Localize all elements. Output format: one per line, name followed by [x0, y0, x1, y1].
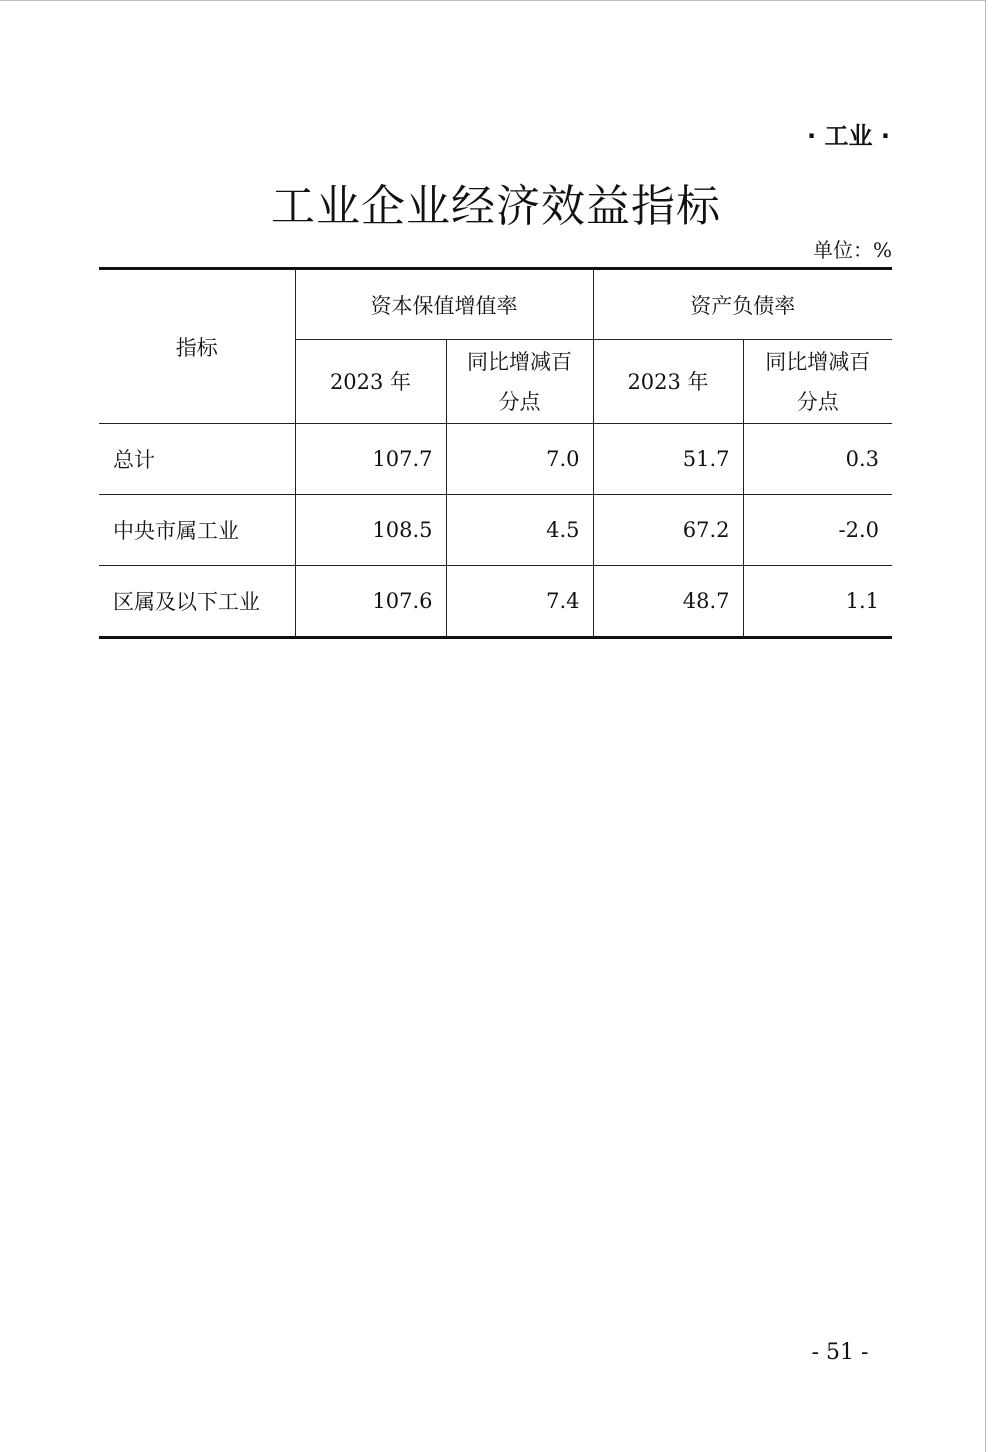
cell-value: 107.6	[295, 566, 446, 638]
cell-value: 107.7	[295, 424, 446, 495]
subheader-change-1	[446, 340, 593, 424]
subheader-year-2: 2023 年	[593, 340, 743, 424]
cell-value: 7.4	[446, 566, 593, 638]
row-label: 区属及以下工业	[99, 566, 295, 638]
cell-value: 67.2	[593, 495, 743, 566]
indicator-table	[99, 267, 892, 639]
row-label: 中央市属工业	[99, 495, 295, 566]
subheader-change-1-text: 同比增减百分点	[467, 349, 572, 414]
subheader-change-2-text: 同比增减百分点	[765, 349, 871, 414]
subheader-year-1: 2023 年	[295, 340, 446, 424]
cell-value: 48.7	[593, 566, 743, 638]
cell-value: 4.5	[446, 495, 593, 566]
cell-value: 7.0	[446, 424, 593, 495]
table-row	[99, 424, 892, 495]
subheader-change-2	[743, 340, 892, 424]
section-tag: · 工业 ·	[807, 122, 890, 150]
header-indicator: 指标	[99, 269, 295, 424]
page-number: - 51 -	[811, 1340, 869, 1365]
header-group-capital-preservation: 资本保值增值率	[295, 269, 593, 340]
table-row	[99, 495, 892, 566]
header-group-debt-ratio: 资产负债率	[593, 269, 892, 340]
header-row-groups	[99, 269, 892, 340]
cell-value: 0.3	[743, 424, 892, 495]
cell-value: 108.5	[295, 495, 446, 566]
cell-value: 51.7	[593, 424, 743, 495]
cell-value: -2.0	[743, 495, 892, 566]
row-label: 总计	[99, 424, 295, 495]
page-border-top	[0, 0, 986, 1]
cell-value: 1.1	[743, 566, 892, 638]
unit-label: 单位：%	[812, 238, 892, 262]
page-title: 工业企业经济效益指标	[271, 181, 721, 232]
table-row	[99, 566, 892, 638]
